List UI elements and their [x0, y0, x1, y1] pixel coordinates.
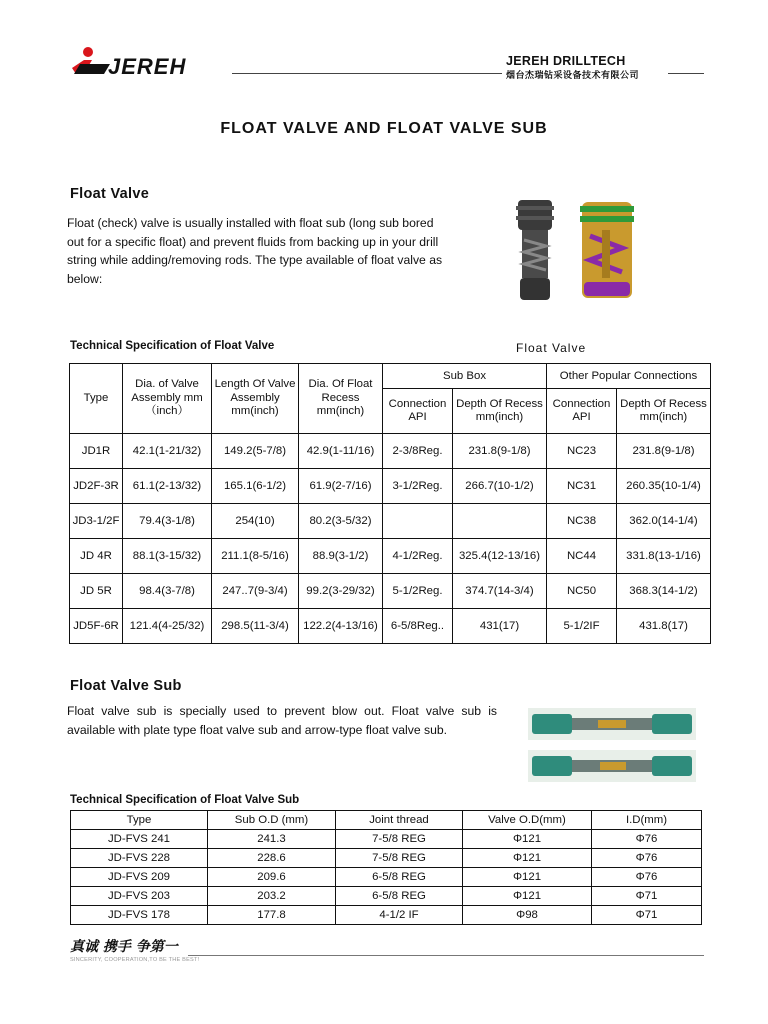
header-sub-od: Sub O.D (mm): [208, 811, 336, 830]
float-valve-sub-heading: Float Valve Sub: [70, 678, 182, 694]
header-type: Type: [71, 811, 208, 830]
cell-dia-recess: 122.2(4-13/16): [299, 609, 383, 644]
header-rule-right: [668, 73, 704, 74]
table-row: [70, 574, 711, 609]
cell-depth: 266.7(10-1/2): [453, 469, 547, 504]
header-sub-box: Sub Box: [383, 364, 547, 389]
cell-type: JD 4R: [70, 539, 123, 574]
table-row: [70, 469, 711, 504]
cell-length: 298.5(11-3/4): [212, 609, 299, 644]
cell-depth: [453, 504, 547, 539]
cell-connection: [383, 504, 453, 539]
table-row: [71, 887, 702, 906]
float-valve-table-title: Technical Specification of Float Valve: [70, 340, 275, 352]
cell-connection-other: NC31: [547, 469, 617, 504]
cell-connection-other: 5-1/2IF: [547, 609, 617, 644]
cell-dia-valve: 42.1(1-21/32): [123, 434, 212, 469]
table-row: [70, 539, 711, 574]
cell-valve-od: Φ121: [463, 849, 592, 868]
footer-rule: [188, 955, 704, 956]
document-title: FLOAT VALVE AND FLOAT VALVE SUB: [220, 120, 548, 137]
cell-connection: 4-1/2Reg.: [383, 539, 453, 574]
cell-dia-valve: 88.1(3-15/32): [123, 539, 212, 574]
table-row: [71, 830, 702, 849]
header-type: Type: [70, 364, 123, 434]
cell-depth: 231.8(9-1/8): [453, 434, 547, 469]
cell-dia-valve: 61.1(2-13/32): [123, 469, 212, 504]
cell-sub-od: 209.6: [208, 868, 336, 887]
cell-sub-od: 203.2: [208, 887, 336, 906]
header-length: Length Of Valve Assembly mm(inch): [212, 364, 299, 434]
header-joint-thread: Joint thread: [336, 811, 463, 830]
cell-length: 254(10): [212, 504, 299, 539]
cell-connection: 6-5/8Reg..: [383, 609, 453, 644]
cell-type: JD-FVS 209: [71, 868, 208, 887]
cell-valve-od: Φ121: [463, 887, 592, 906]
header-valve-od: Valve O.D(mm): [463, 811, 592, 830]
company-name: JEREH DRILLTECH: [506, 54, 626, 68]
cell-valve-od: Φ98: [463, 906, 592, 925]
float-valve-sub-table-title: Technical Specification of Float Valve Sub: [70, 794, 300, 806]
cell-joint-thread: 7-5/8 REG: [336, 849, 463, 868]
cell-depth-other: 331.8(13-1/16): [617, 539, 711, 574]
table-row: [70, 609, 711, 644]
cell-id: Φ71: [592, 906, 702, 925]
cell-joint-thread: 7-5/8 REG: [336, 830, 463, 849]
company-name-cn: 烟台杰瑞钻采设备技术有限公司: [506, 70, 640, 80]
cell-dia-recess: 99.2(3-29/32): [299, 574, 383, 609]
header-rule-left: [232, 73, 502, 74]
cell-depth-other: 362.0(14-1/4): [617, 504, 711, 539]
table-row: [70, 434, 711, 469]
header-depth-recess-other: Depth Of Recess mm(inch): [617, 389, 711, 434]
logo-text: JEREH: [108, 54, 187, 78]
table-row: [71, 868, 702, 887]
cell-type: JD-FVS 203: [71, 887, 208, 906]
cell-type: JD5F-6R: [70, 609, 123, 644]
header-dia-recess: Dia. Of Float Recess mm(inch): [299, 364, 383, 434]
float-valve-image: [510, 196, 640, 306]
cell-connection: 3-1/2Reg.: [383, 469, 453, 504]
cell-valve-od: Φ121: [463, 868, 592, 887]
cell-joint-thread: 4-1/2 IF: [336, 906, 463, 925]
cell-connection-other: NC23: [547, 434, 617, 469]
cell-depth: 431(17): [453, 609, 547, 644]
cell-id: Φ76: [592, 830, 702, 849]
float-valve-description: Float (check) valve is usually installed with float sub (long sub bored out for a specific float) and prevent fluids from backing up in your drill string while adding/removing rods. The type available of float valve as below:: [67, 216, 443, 286]
float-valve-sub-spec-table: [70, 810, 702, 925]
cell-joint-thread: 6-5/8 REG: [336, 868, 463, 887]
footer-slogan-cn: 真诚 携手 争第一: [70, 939, 178, 955]
cell-type: JD-FVS 241: [71, 830, 208, 849]
table-row: [70, 504, 711, 539]
page-header: [0, 0, 768, 90]
cell-depth-other: 260.35(10-1/4): [617, 469, 711, 504]
header-depth-recess: Depth Of Recess mm(inch): [453, 389, 547, 434]
table-row: [71, 906, 702, 925]
cell-type: JD2F-3R: [70, 469, 123, 504]
cell-valve-od: Φ121: [463, 830, 592, 849]
cell-connection-other: NC44: [547, 539, 617, 574]
header-id: I.D(mm): [592, 811, 702, 830]
float-valve-sub-image: [528, 708, 696, 782]
cell-sub-od: 241.3: [208, 830, 336, 849]
cell-length: 211.1(8-5/16): [212, 539, 299, 574]
float-valve-heading: Float Valve: [70, 186, 150, 202]
float-valve-caption: Float Valve: [516, 341, 587, 355]
cell-id: Φ71: [592, 887, 702, 906]
cell-type: JD 5R: [70, 574, 123, 609]
table-header-row: [71, 811, 702, 830]
cell-length: 247..7(9-3/4): [212, 574, 299, 609]
cell-dia-recess: 42.9(1-11/16): [299, 434, 383, 469]
cell-depth: 374.7(14-3/4): [453, 574, 547, 609]
cell-depth-other: 231.8(9-1/8): [617, 434, 711, 469]
cell-dia-recess: 61.9(2-7/16): [299, 469, 383, 504]
header-connection-api-other: Connection API: [547, 389, 617, 434]
float-valve-spec-table: [69, 363, 711, 644]
cell-dia-valve: 98.4(3-7/8): [123, 574, 212, 609]
cell-joint-thread: 6-5/8 REG: [336, 887, 463, 906]
cell-connection-other: NC38: [547, 504, 617, 539]
cell-type: JD-FVS 178: [71, 906, 208, 925]
header-other-connections: Other Popular Connections: [547, 364, 711, 389]
cell-type: JD-FVS 228: [71, 849, 208, 868]
cell-depth-other: 431.8(17): [617, 609, 711, 644]
cell-dia-recess: 88.9(3-1/2): [299, 539, 383, 574]
cell-depth-other: 368.3(14-1/2): [617, 574, 711, 609]
cell-length: 165.1(6-1/2): [212, 469, 299, 504]
cell-depth: 325.4(12-13/16): [453, 539, 547, 574]
footer-slogan-en: SINCERITY, COOPERATION,TO BE THE BEST!: [70, 957, 200, 963]
float-valve-sub-description: Float valve sub is specially used to prevent blow out. Float valve sub is available with plate type float valve sub and arrow-type float valve sub.: [67, 704, 497, 737]
jereh-logo: [70, 46, 230, 78]
cell-length: 149.2(5-7/8): [212, 434, 299, 469]
cell-connection: 2-3/8Reg.: [383, 434, 453, 469]
cell-sub-od: 228.6: [208, 849, 336, 868]
cell-dia-valve: 79.4(3-1/8): [123, 504, 212, 539]
cell-dia-recess: 80.2(3-5/32): [299, 504, 383, 539]
cell-type: JD3-1/2F: [70, 504, 123, 539]
cell-id: Φ76: [592, 868, 702, 887]
header-connection-api: Connection API: [383, 389, 453, 434]
cell-sub-od: 177.8: [208, 906, 336, 925]
cell-id: Φ76: [592, 849, 702, 868]
cell-connection-other: NC50: [547, 574, 617, 609]
cell-dia-valve: 121.4(4-25/32): [123, 609, 212, 644]
header-dia-valve: Dia. of Valve Assembly mm（inch）: [123, 364, 212, 434]
table-row: [71, 849, 702, 868]
cell-connection: 5-1/2Reg.: [383, 574, 453, 609]
cell-type: JD1R: [70, 434, 123, 469]
